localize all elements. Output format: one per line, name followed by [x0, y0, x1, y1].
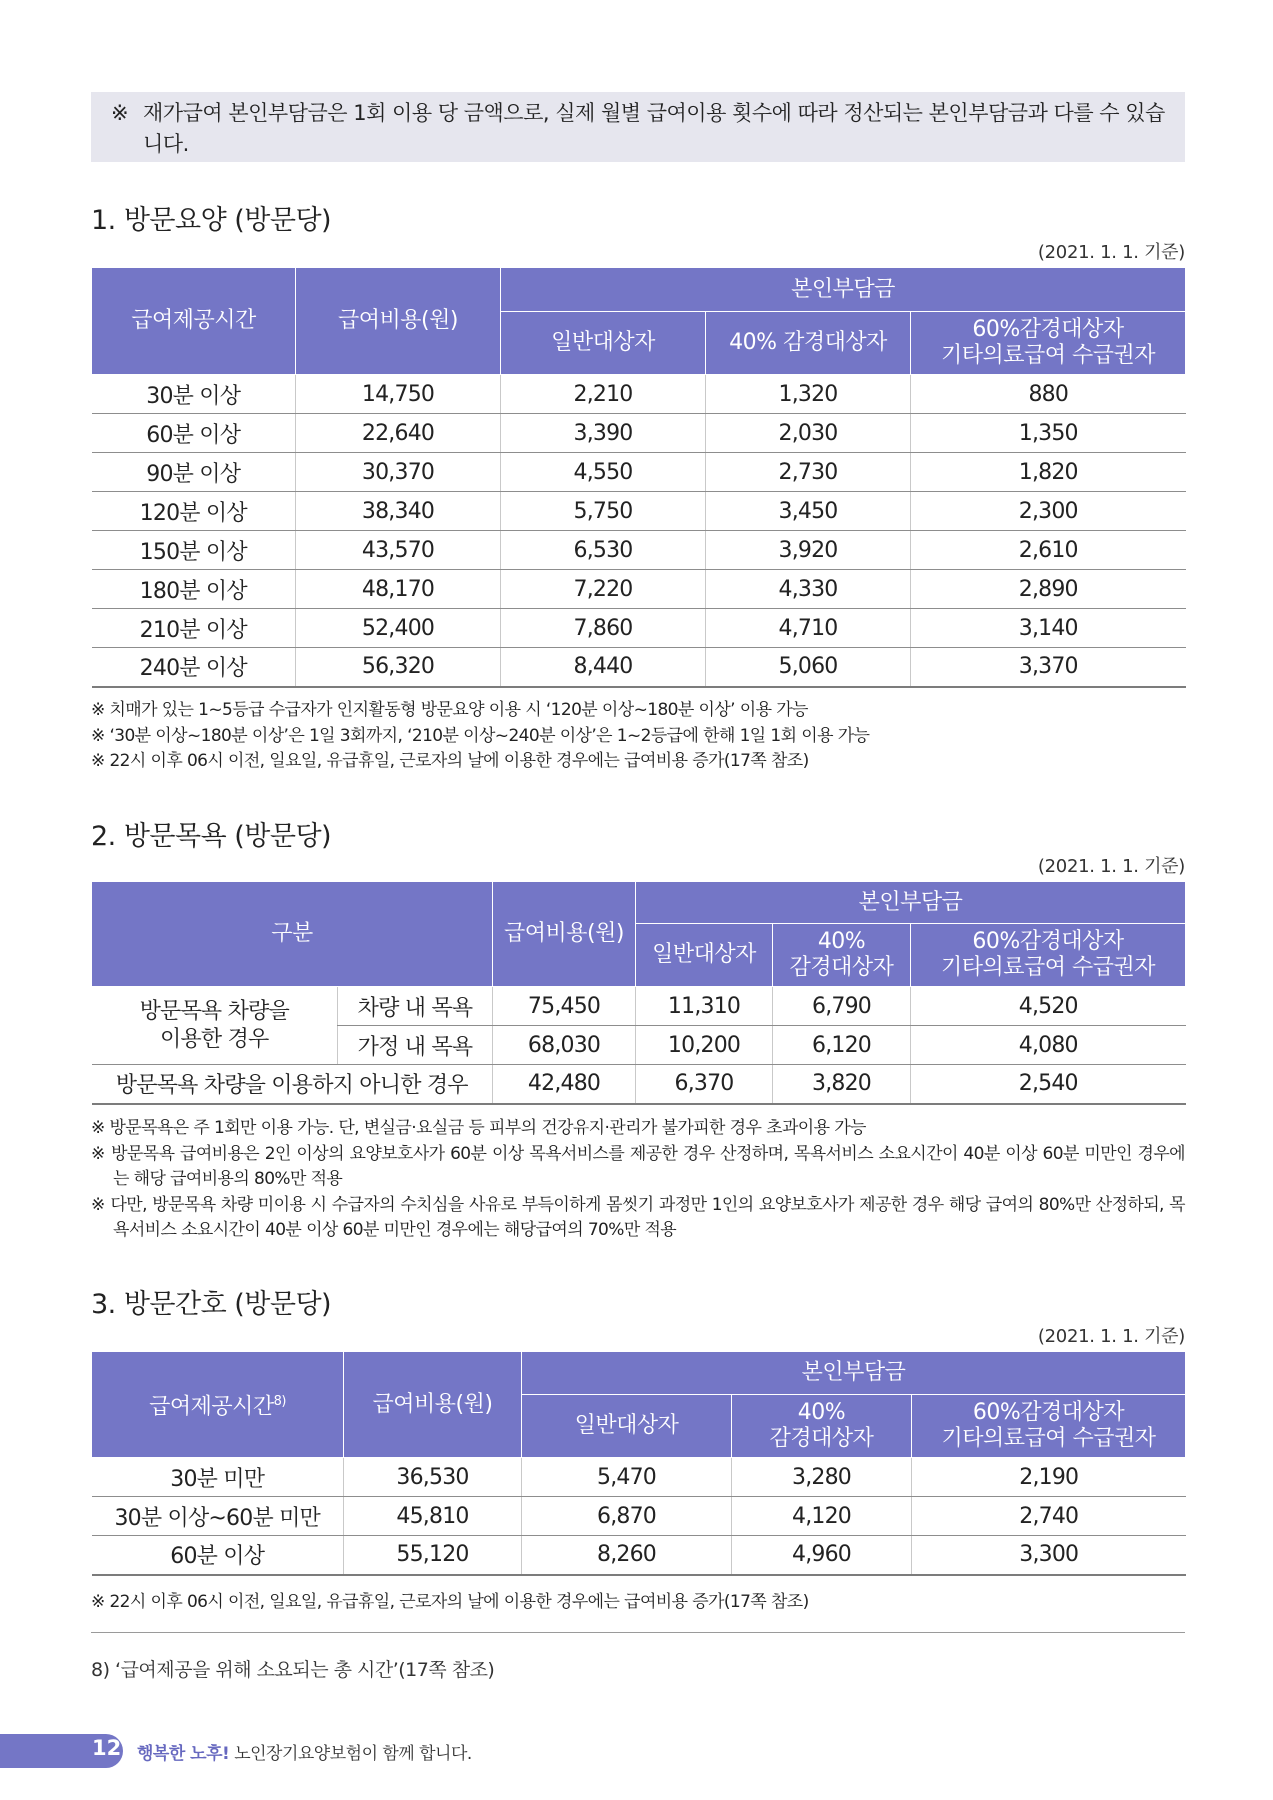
note-item: ※ 22시 이후 06시 이전, 일요일, 유급휴일, 근로자의 날에 이용한 경우에는 급여비용 증가(17쪽 참조)	[91, 751, 809, 771]
header-reduced40-line1: 40%	[797, 1400, 846, 1425]
header-general: 일반대상자	[636, 924, 773, 987]
note-item: ※ 다만, 방문목욕 차량 미이용 시 수급자의 수치심을 사유로 부득이하게 몸씻기 과정만 1인의 요양보호사가 제공한 경우 해당 급여의 80%만 산정하되, 목욕서비스 소요시간이 40분 이상 60분 미만인 경우에는 해당급여의 70%만 적용	[91, 1194, 1185, 1240]
cell-r40: 5,060	[706, 648, 911, 687]
cell-r40: 4,330	[706, 570, 911, 609]
group-label-line2: 이용한 경우	[160, 1026, 269, 1052]
header-reduced60-line1: 60%감경대상자	[972, 1400, 1125, 1425]
header-copay: 본인부담금	[501, 268, 1186, 312]
cell-general: 6,370	[636, 1065, 773, 1104]
cell-cost: 45,810	[344, 1497, 522, 1536]
cell-r60: 2,740	[912, 1497, 1186, 1536]
cell-cost: 48,170	[296, 570, 501, 609]
header-reduced60-line1: 60%감경대상자	[972, 317, 1124, 342]
cell-r60: 3,140	[911, 609, 1186, 648]
slogan-rest: 노인장기요양보험이 함께 합니다.	[234, 1744, 472, 1764]
cell-r60: 2,190	[912, 1458, 1186, 1497]
cell-general: 5,750	[501, 492, 706, 531]
cell-r40: 2,730	[706, 453, 911, 492]
cell-cost: 68,030	[493, 1026, 636, 1065]
section3-table	[91, 1351, 1186, 1576]
cell-general: 4,550	[501, 453, 706, 492]
cell-time: 150분 이상	[92, 531, 296, 570]
section1-notes	[91, 698, 1185, 775]
cell-r60: 4,080	[911, 1026, 1186, 1065]
cell-cost: 42,480	[493, 1065, 636, 1104]
cell-general: 3,390	[501, 414, 706, 453]
cell-no-vehicle-label: 방문목욕 차량을 이용하지 아니한 경우	[92, 1065, 493, 1104]
top-note-box	[91, 92, 1185, 162]
section2-basis: (2021. 1. 1. 기준)	[1037, 856, 1185, 877]
cell-cost: 75,450	[493, 987, 636, 1026]
cell-general: 8,440	[501, 648, 706, 687]
cell-cost: 30,370	[296, 453, 501, 492]
header-reduced60	[912, 1395, 1186, 1458]
cell-cost: 14,750	[296, 375, 501, 414]
note-item: ※ 방문목욕 급여비용은 2인 이상의 요양보호사가 60분 이상 목욕서비스를 제공한 경우 산정하며, 목욕서비스 소요시간이 40분 이상 60분 미만인 경우에는 해당 급여비용의 80%만 적용	[91, 1143, 1185, 1189]
header-reduced60-line2: 기타의료급여 수급권자	[940, 343, 1155, 368]
cell-time: 30분 이상	[92, 375, 296, 414]
header-reduced40-line1: 40%	[817, 929, 866, 954]
header-general: 일반대상자	[522, 1395, 732, 1458]
cell-general: 5,470	[522, 1458, 732, 1497]
header-reduced60	[911, 312, 1186, 375]
cell-r40: 6,790	[773, 987, 911, 1026]
cell-r60: 3,370	[911, 648, 1186, 687]
cell-r60: 2,610	[911, 531, 1186, 570]
header-reduced60-line1: 60%감경대상자	[972, 929, 1124, 954]
cell-time: 30분 미만	[92, 1458, 344, 1497]
cell-cost: 56,320	[296, 648, 501, 687]
header-copay: 본인부담금	[522, 1352, 1186, 1395]
cell-time: 240분 이상	[92, 648, 296, 687]
table-row	[92, 492, 1186, 531]
note-item: ※ 방문목욕은 주 1회만 이용 가능. 단, 변실금·요실금 등 피부의 건강유지·관리가 불가피한 경우 초과이용 가능	[91, 1118, 866, 1138]
header-time	[92, 1352, 344, 1458]
header-time-label: 급여제공시간	[149, 1394, 274, 1420]
header-category: 구분	[92, 882, 493, 987]
cell-time: 60분 이상	[92, 414, 296, 453]
footnote: 8) ‘급여제공을 위해 소요되는 총 시간’(17쪽 참조)	[91, 1659, 495, 1681]
cell-cost: 52,400	[296, 609, 501, 648]
cell-time: 60분 이상	[92, 1536, 344, 1575]
cell-r40: 3,920	[706, 531, 911, 570]
header-time: 급여제공시간	[92, 268, 296, 375]
cell-cost: 36,530	[344, 1458, 522, 1497]
footer-slogan	[137, 1739, 472, 1764]
cell-general: 6,870	[522, 1497, 732, 1536]
note-item: ※ ‘30분 이상~180분 이상’은 1일 3회까지, ‘210분 이상~240분 이상’은 1~2등급에 한해 1일 1회 이용 가능	[91, 725, 870, 746]
section3-title: 3. 방문간호 (방문당)	[91, 1289, 332, 1320]
cell-cost: 22,640	[296, 414, 501, 453]
table-row	[92, 1497, 1186, 1536]
table-row	[92, 570, 1186, 609]
header-reduced60-line2: 기타의료급여 수급권자	[941, 955, 1156, 980]
section1-title: 1. 방문요양 (방문당)	[91, 205, 332, 236]
cell-sub: 가정 내 목욕	[338, 1026, 493, 1065]
header-reduced40: 40% 감경대상자	[706, 312, 911, 375]
cell-time: 90분 이상	[92, 453, 296, 492]
header-reduced40-line2: 감경대상자	[789, 955, 894, 980]
table-row	[92, 609, 1186, 648]
table-row	[92, 1536, 1186, 1575]
footnote-ref: 8)	[273, 1393, 286, 1409]
cell-general: 10,200	[636, 1026, 773, 1065]
cell-time: 30분 이상~60분 미만	[92, 1497, 344, 1536]
cell-r60: 1,820	[911, 453, 1186, 492]
top-note-text: 재가급여 본인부담금은 1회 이용 당 금액으로, 실제 월별 급여이용 횟수에 따라 정산되는 본인부담금과 다를 수 있습니다.	[143, 101, 1165, 156]
section1-table	[91, 267, 1186, 688]
cell-time: 120분 이상	[92, 492, 296, 531]
cell-general: 2,210	[501, 375, 706, 414]
cell-time: 210분 이상	[92, 609, 296, 648]
table-row	[92, 414, 1186, 453]
cell-r60: 2,890	[911, 570, 1186, 609]
slogan-highlight: 행복한 노후!	[137, 1744, 230, 1764]
cell-r40: 3,280	[732, 1458, 912, 1497]
section2-notes	[91, 1116, 1185, 1244]
table-row	[92, 531, 1186, 570]
header-reduced40	[773, 924, 911, 987]
cell-general: 6,530	[501, 531, 706, 570]
cell-r60: 880	[911, 375, 1186, 414]
header-cost: 급여비용(원)	[493, 882, 636, 987]
header-general: 일반대상자	[501, 312, 706, 375]
table-row	[92, 1065, 1186, 1104]
section2-title: 2. 방문목욕 (방문당)	[91, 821, 332, 852]
header-reduced40	[732, 1395, 912, 1458]
cell-cost: 38,340	[296, 492, 501, 531]
cell-r40: 6,120	[773, 1026, 911, 1065]
section3-basis: (2021. 1. 1. 기준)	[1037, 1326, 1185, 1347]
cell-general: 7,220	[501, 570, 706, 609]
section3-notes	[91, 1590, 1185, 1616]
cell-r40: 4,960	[732, 1536, 912, 1575]
cell-general: 11,310	[636, 987, 773, 1026]
page-number: 12	[92, 1736, 122, 1760]
table-row	[92, 375, 1186, 414]
cell-r40: 4,120	[732, 1497, 912, 1536]
header-cost: 급여비용(원)	[344, 1352, 522, 1458]
cell-r60: 2,540	[911, 1065, 1186, 1104]
cell-r40: 2,030	[706, 414, 911, 453]
cell-r60: 4,520	[911, 987, 1186, 1026]
note-mark: ※	[111, 101, 129, 125]
group-label-line1: 방문목욕 차량을	[139, 998, 289, 1024]
header-copay: 본인부담금	[636, 882, 1186, 924]
table-row	[92, 648, 1186, 687]
header-reduced60-line2: 기타의료급여 수급권자	[941, 1426, 1156, 1451]
header-cost: 급여비용(원)	[296, 268, 501, 375]
header-reduced40-line2: 감경대상자	[769, 1426, 874, 1451]
cell-cost: 55,120	[344, 1536, 522, 1575]
table-row	[92, 987, 1186, 1026]
header-reduced60	[911, 924, 1186, 987]
cell-r40: 1,320	[706, 375, 911, 414]
section2-table	[91, 881, 1186, 1105]
cell-general: 7,860	[501, 609, 706, 648]
footnote-divider	[91, 1632, 1185, 1633]
cell-r60: 2,300	[911, 492, 1186, 531]
table-row	[92, 1458, 1186, 1497]
cell-r60: 3,300	[912, 1536, 1186, 1575]
cell-time: 180분 이상	[92, 570, 296, 609]
cell-sub: 차량 내 목욕	[338, 987, 493, 1026]
cell-cost: 43,570	[296, 531, 501, 570]
section1-basis: (2021. 1. 1. 기준)	[1037, 242, 1185, 263]
cell-r40: 3,820	[773, 1065, 911, 1104]
note-item: ※ 22시 이후 06시 이전, 일요일, 유급휴일, 근로자의 날에 이용한 경우에는 급여비용 증가(17쪽 참조)	[91, 1592, 809, 1612]
cell-general: 8,260	[522, 1536, 732, 1575]
table-row	[92, 453, 1186, 492]
cell-r60: 1,350	[911, 414, 1186, 453]
note-item: ※ 치매가 있는 1~5등급 수급자가 인지활동형 방문요양 이용 시 ‘120분 이상~180분 이상’ 이용 가능	[91, 700, 808, 720]
cell-r40: 4,710	[706, 609, 911, 648]
group-label	[92, 987, 338, 1065]
cell-r40: 3,450	[706, 492, 911, 531]
